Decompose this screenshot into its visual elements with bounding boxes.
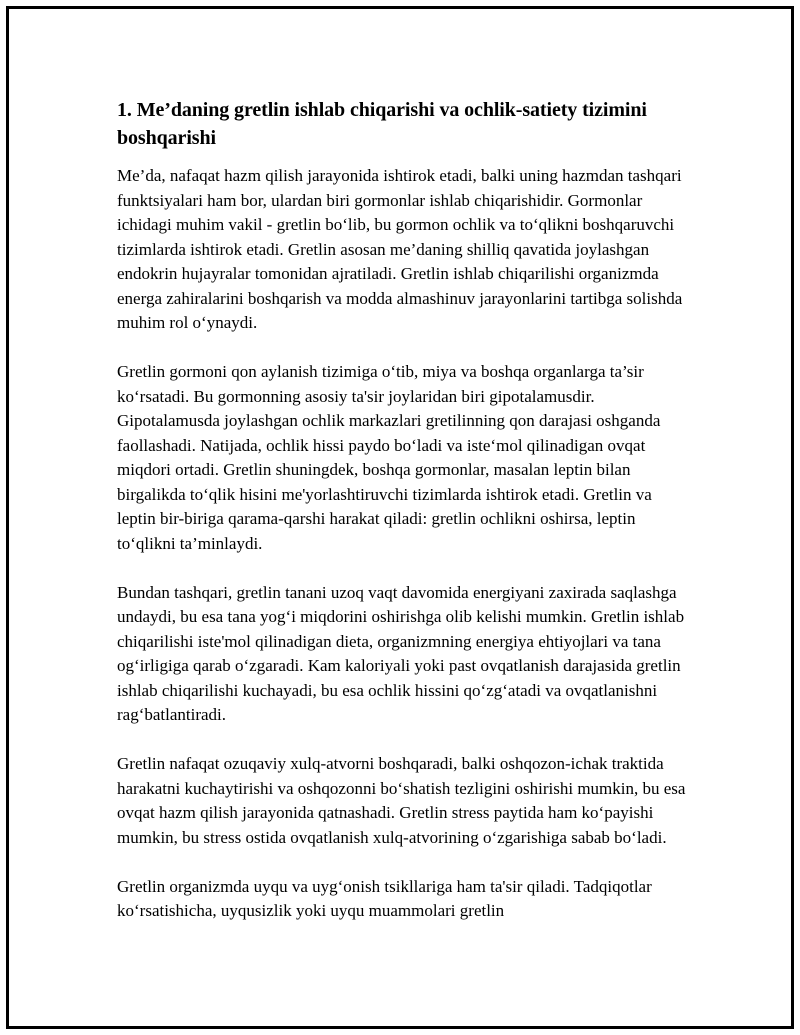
paragraph: Gretlin gormoni qon aylanish tizimiga o‘tib, miya va boshqa organlarga ta’sir ko‘rsatadi. Bu gormonning asosiy ta'sir joylaridan biri gipotalamusdir. Gipotalamusda joylashgan ochlik markazlari gretilinning qon darajasi oshganda faollashadi. Natijada, ochlik hissi paydo bo‘ladi va iste‘mol qilinadigan ovqat miqdori ortadi. Gretlin shuningdek, boshqa gormonlar, masalan leptin bilan birgalikda to‘qlik hisini me'yorlashtiruvchi tizimlarda ishtirok etadi. Gretlin va leptin bir-biriga qarama-qarshi harakat qiladi: gretlin ochlikni oshirsa, leptin to‘qlikni ta’minlaydi. — [117, 362, 661, 553]
paragraph: Bundan tashqari, gretlin tanani uzoq vaqt davomida energiyani zaxirada saqlashga undaydi, bu esa tana yog‘i miqdorini oshirishga olib kelishi mumkin. Gretlin ishlab chiqarilishi iste'mol qilinadigan dieta, organizmning energiya ehtiyojlari va tana og‘irligiga qarab o‘zgaradi. Kam kaloriyali yoki past ovqatlanish darajasida gretlin ishlab chiqarilishi kuchayadi, bu esa ochlik hissini qo‘zg‘atadi va ovqatlanishni rag‘batlantiradi. — [117, 582, 685, 724]
document-body — [117, 96, 689, 948]
paragraph: Gretlin nafaqat ozuqaviy xulq-atvorni boshqaradi, balki oshqozon-ichak traktida harakatni kuchaytirishi va oshqozonni bo‘shatish tezligini oshirishi mumkin, bu esa ovqat hazm qilish jarayonida qatnashadi. Gretlin stress paytida ham ko‘payishi mumkin, bu stress ostida ovqatlanish xulq-atvorining o‘zgarishiga sabab bo‘ladi. — [117, 754, 686, 847]
paragraph: Gretlin organizmda uyqu va uyg‘onish tsikllariga ham ta'sir qiladi. Tadqiqotlar ko‘rsatishicha, uyqusizlik yoki uyqu muammolari gretlin — [117, 876, 652, 920]
paragraph: Me’da, nafaqat hazm qilish jarayonida ishtirok etadi, balki uning hazmdan tashqari funktsiyalari ham bor, ulardan biri gormonlar ishlab chiqarishidir. Gormonlar ichidagi muhim vakil - gretlin bo‘lib, bu gormon ochlik va to‘qlikni boshqaruvchi tizimlarda ishtirok etadi. Gretlin asosan me’daning shilliq qavatida joylashgan endokrin hujayralar tomonidan ajratiladi. Gretlin ishlab chiqarilishi organizmda energa zahiralarini boshqarish va modda almashinuv jarayonlarini tartibga solishda muhim rol o‘ynaydi. — [117, 166, 683, 332]
section-heading: 1. Me’daning gretlin ishlab chiqarishi va ochlik-satiety tizimini boshqarishi — [117, 99, 647, 149]
